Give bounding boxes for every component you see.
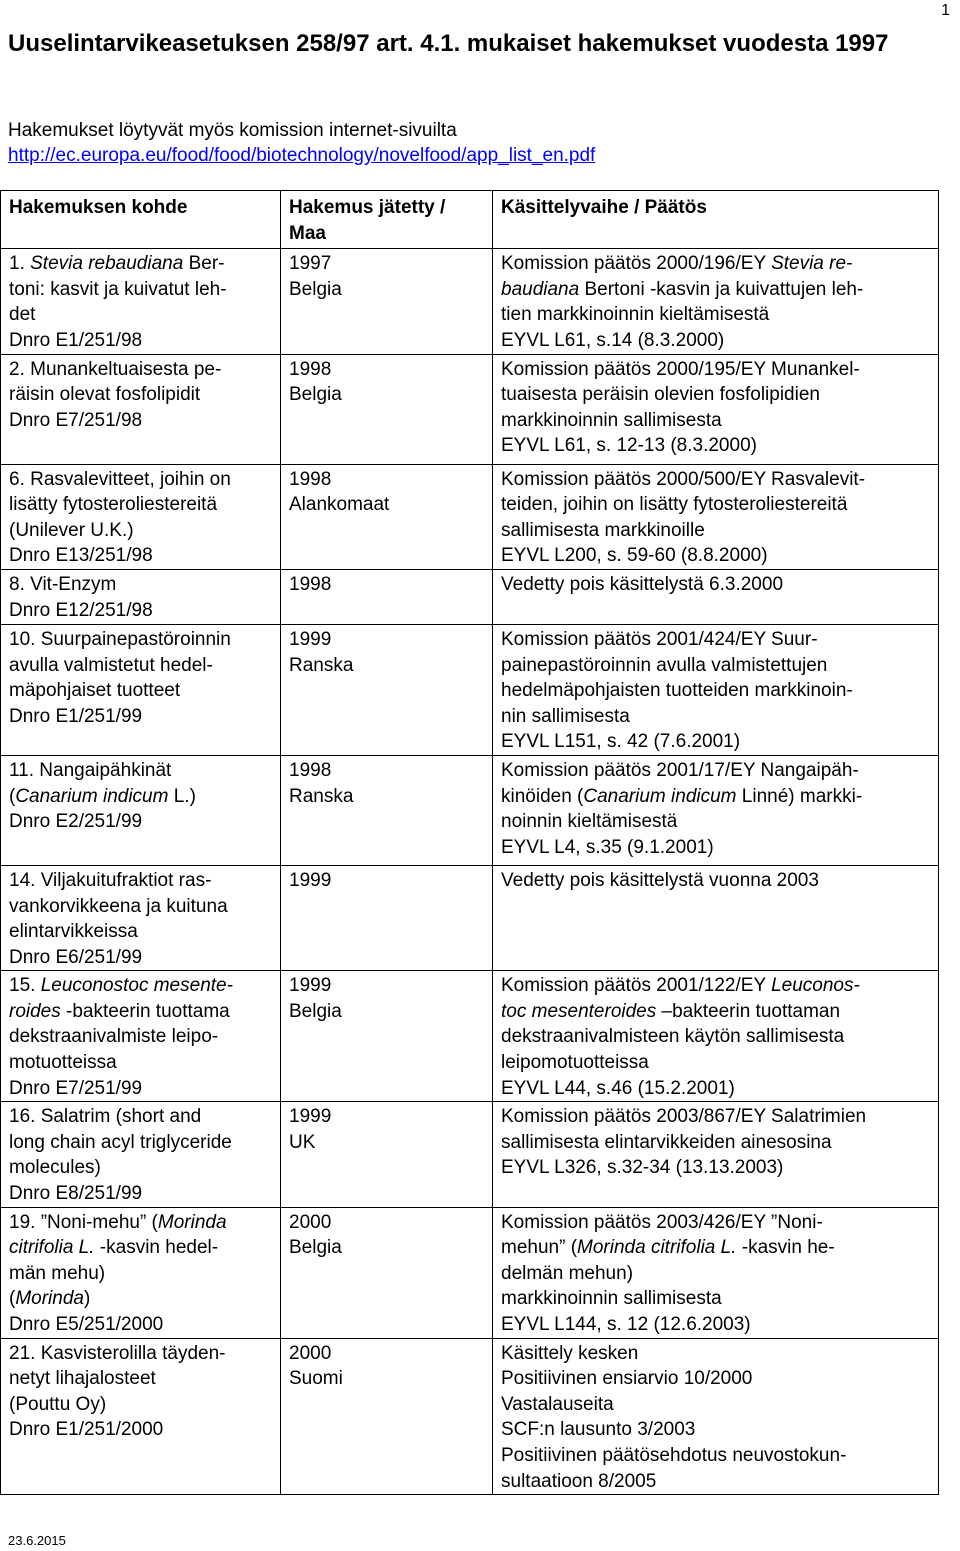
text-line: 6. Rasvalevitteet, joihin on — [9, 468, 231, 490]
text-line: EYVL L144, s. 12 (12.6.2003) — [501, 1314, 751, 1335]
text-line: män mehu) — [9, 1262, 106, 1284]
text-line: 1999 — [289, 1106, 332, 1128]
cell-subject — [1, 1338, 281, 1495]
cell-status — [493, 624, 939, 755]
text-line: Komission päätös 2000/195/EY Munankel- — [501, 358, 860, 380]
table-row — [1, 1102, 939, 1207]
cell-subject — [1, 755, 281, 865]
text-line: mäpohjaiset tuotteet — [9, 680, 181, 702]
text-line: toc mesenteroides –bakteerin tuottaman — [501, 1000, 841, 1022]
text-line: EYVL L4, s.35 (9.1.2001) — [501, 836, 714, 858]
text-line: 1999 — [289, 628, 332, 650]
text-line: (Pouttu Oy) — [9, 1393, 107, 1415]
text-line: det — [9, 304, 36, 326]
text-line: mehun” (Morinda citrifolia L. -kasvin he- — [501, 1237, 835, 1259]
text-line: motuotteissa — [9, 1052, 117, 1074]
text-line: markkinoinnin sallimisesta — [501, 1288, 722, 1310]
cell-filed — [281, 1102, 493, 1207]
text-line: Vastalauseita — [501, 1393, 614, 1415]
text-line: tien markkinoinnin kieltämisestä — [501, 304, 770, 326]
text-line: Komission päätös 2001/17/EY Nangaipäh- — [501, 759, 859, 781]
text-line: EYVL L151, s. 42 (7.6.2001) — [501, 731, 741, 753]
cell-status — [493, 1102, 939, 1207]
text-line: dekstraanivalmiste leipo- — [9, 1026, 219, 1048]
text-line: vankorvikkeena ja kuituna — [9, 895, 228, 917]
cell-status — [493, 249, 939, 354]
text-line: EYVL L61, s. 12-13 (8.3.2000) — [501, 435, 757, 457]
text-line: 2000 — [289, 1342, 332, 1364]
text-line: Ranska — [289, 654, 354, 676]
text-line: Positiivinen päätösehdotus neuvostokun- — [501, 1444, 847, 1466]
text-line: 19. ”Noni-mehu” (Morinda — [9, 1211, 227, 1233]
cell-filed — [281, 1338, 493, 1495]
text-line: leipomotuotteissa — [501, 1052, 649, 1074]
text-line: SCF:n lausunto 3/2003 — [501, 1419, 696, 1441]
text-line: roides -bakteerin tuottama — [9, 1000, 230, 1022]
text-line: Alankomaat — [289, 494, 390, 516]
cell-subject — [1, 1207, 281, 1338]
text-line: 2000 — [289, 1211, 332, 1233]
text-line: noinnin kieltämisestä — [501, 811, 678, 833]
text-line: räisin olevat fosfolipidit — [9, 384, 201, 406]
text-line: painepastöroinnin avulla valmistettujen — [501, 654, 828, 676]
text-line: sultaatioon 8/2005 — [501, 1470, 657, 1492]
text-line: Dnro E2/251/99 — [9, 811, 143, 833]
text-line: EYVL L61, s.14 (8.3.2000) — [501, 329, 725, 351]
cell-status — [493, 755, 939, 865]
table-row — [1, 354, 939, 464]
cell-subject — [1, 971, 281, 1102]
cell-status — [493, 569, 939, 624]
text-line: 16. Salatrim (short and — [9, 1106, 202, 1128]
text-line: kinöiden (Canarium indicum Linné) markki- — [501, 785, 863, 807]
text-line: Ranska — [289, 785, 354, 807]
cell-status — [493, 971, 939, 1102]
table-row — [1, 624, 939, 755]
text-line: 11. Nangaipähkinät — [9, 759, 172, 781]
text-line: (Morinda) — [9, 1288, 91, 1310]
text-line: 1999 — [289, 869, 332, 891]
text-line: Komission päätös 2001/122/EY Leuconos- — [501, 975, 860, 997]
cell-subject — [1, 624, 281, 755]
cell-status — [493, 865, 939, 970]
cell-filed — [281, 971, 493, 1102]
text-line: molecules) — [9, 1157, 101, 1179]
text-line: Dnro E1/251/98 — [9, 329, 143, 351]
text-line: dekstraanivalmisteen käytön sallimisesta — [501, 1026, 845, 1048]
text-line: 1. Stevia rebaudiana Ber- — [9, 253, 225, 275]
table-row — [1, 1338, 939, 1495]
text-line: EYVL L200, s. 59-60 (8.8.2000) — [501, 545, 768, 567]
cell-status — [493, 464, 939, 569]
text-line: Belgia — [289, 1237, 342, 1259]
text-line: Belgia — [289, 384, 342, 406]
text-line: Dnro E13/251/98 — [9, 545, 153, 567]
cell-subject — [1, 249, 281, 354]
text-line: teiden, joihin on lisätty fytosteroliestereitä — [501, 494, 848, 516]
text-line: elintarvikkeissa — [9, 921, 138, 943]
cell-filed — [281, 464, 493, 569]
text-line: Dnro E6/251/99 — [9, 946, 143, 968]
table-row — [1, 1207, 939, 1338]
text-line: delmän mehun) — [501, 1262, 634, 1284]
intro-text: Hakemukset löytyvät myös komission internet-sivuilta — [8, 120, 457, 141]
cell-filed — [281, 1207, 493, 1338]
cell-subject — [1, 1102, 281, 1207]
text-line: sallimisesta markkinoille — [501, 519, 705, 541]
table-row — [1, 755, 939, 865]
header-status: Käsittelyvaihe / Päätös — [493, 191, 939, 249]
text-line: 15. Leuconostoc mesente- — [9, 975, 233, 997]
text-line: toni: kasvit ja kuivatut leh- — [9, 278, 227, 300]
text-line: EYVL L326, s.32-34 (13.13.2003) — [501, 1157, 784, 1179]
text-line: Dnro E1/251/99 — [9, 705, 143, 727]
footer-date: 23.6.2015 — [8, 1533, 66, 1548]
text-line: 2. Munankeltuaisesta pe- — [9, 358, 222, 380]
table-row — [1, 971, 939, 1102]
text-line: Dnro E12/251/98 — [9, 599, 153, 621]
text-line: citrifolia L. -kasvin hedel- — [9, 1237, 219, 1259]
text-line: Vedetty pois käsittelystä vuonna 2003 — [501, 869, 819, 891]
text-line: Suomi — [289, 1368, 343, 1390]
text-line: 8. Vit-Enzym — [9, 573, 117, 595]
table-row — [1, 865, 939, 970]
text-line: Komission päätös 2001/424/EY Suur- — [501, 628, 818, 650]
text-line: Komission päätös 2003/426/EY ”Noni- — [501, 1211, 823, 1233]
cell-subject — [1, 865, 281, 970]
table-row — [1, 569, 939, 624]
header-subject: Hakemuksen kohde — [1, 191, 281, 249]
text-line: sallimisesta elintarvikkeiden ainesosina — [501, 1131, 832, 1153]
cell-status — [493, 354, 939, 464]
text-line: Vedetty pois käsittelystä 6.3.2000 — [501, 573, 784, 595]
cell-status — [493, 1338, 939, 1495]
text-line: 1997 — [289, 253, 332, 275]
table-row — [1, 464, 939, 569]
text-line: 1998 — [289, 759, 332, 781]
text-line: hedelmäpohjaisten tuotteiden markkinoin- — [501, 680, 853, 702]
text-line: Käsittely kesken — [501, 1342, 639, 1364]
text-line: 10. Suurpainepastöroinnin — [9, 628, 231, 650]
cell-filed — [281, 354, 493, 464]
text-line: EYVL L44, s.46 (15.2.2001) — [501, 1077, 735, 1099]
page-title: Uuselintarvikeasetuksen 258/97 art. 4.1. mukaiset hakemukset vuodesta 1997 — [8, 30, 889, 57]
text-line: avulla valmistetut hedel- — [9, 654, 213, 676]
cell-subject — [1, 464, 281, 569]
text-line: Dnro E7/251/98 — [9, 409, 143, 431]
text-line: UK — [289, 1131, 316, 1153]
text-line: lisätty fytosteroliestereitä — [9, 494, 218, 516]
cell-subject — [1, 354, 281, 464]
text-line: netyt lihajalosteet — [9, 1368, 156, 1390]
source-link[interactable]: http://ec.europa.eu/food/food/biotechnology/novelfood/app_list_en.pdf — [8, 145, 596, 166]
text-line: (Canarium indicum L.) — [9, 785, 196, 807]
page-number: 1 — [941, 2, 950, 19]
text-line: 1998 — [289, 573, 332, 595]
text-line: baudiana Bertoni -kasvin ja kuivattujen leh- — [501, 278, 864, 300]
text-line: 1998 — [289, 468, 332, 490]
text-line: Komission päätös 2003/867/EY Salatrimien — [501, 1106, 867, 1128]
text-line: long chain acyl triglyceride — [9, 1131, 232, 1153]
text-line: Dnro E7/251/99 — [9, 1077, 143, 1099]
table-header-row — [1, 191, 939, 249]
cell-filed — [281, 249, 493, 354]
text-line: Dnro E8/251/99 — [9, 1183, 143, 1205]
text-line: (Unilever U.K.) — [9, 519, 134, 541]
cell-filed — [281, 865, 493, 970]
text-line: tuaisesta peräisin olevien fosfolipidien — [501, 384, 820, 406]
text-line: 21. Kasvisterolilla täyden- — [9, 1342, 226, 1364]
intro — [8, 118, 595, 168]
text-line: Positiivinen ensiarvio 10/2000 — [501, 1368, 753, 1390]
cell-filed — [281, 755, 493, 865]
cell-filed — [281, 569, 493, 624]
text-line: markkinoinnin sallimisesta — [501, 409, 722, 431]
text-line: Komission päätös 2000/500/EY Rasvalevit- — [501, 468, 866, 490]
cell-subject — [1, 569, 281, 624]
text-line: 1999 — [289, 975, 332, 997]
text-line: Dnro E5/251/2000 — [9, 1314, 164, 1335]
header-filed: Hakemus jätetty / Maa — [281, 191, 493, 249]
cell-status — [493, 1207, 939, 1338]
text-line: Belgia — [289, 278, 342, 300]
applications-table — [0, 190, 939, 1495]
text-line: 14. Viljakuitufraktiot ras- — [9, 869, 212, 891]
cell-filed — [281, 624, 493, 755]
text-line: 1998 — [289, 358, 332, 380]
text-line: nin sallimisesta — [501, 705, 630, 727]
text-line: Dnro E1/251/2000 — [9, 1419, 164, 1441]
text-line: Belgia — [289, 1000, 342, 1022]
text-line: Komission päätös 2000/196/EY Stevia re- — [501, 253, 853, 275]
table-row — [1, 249, 939, 354]
